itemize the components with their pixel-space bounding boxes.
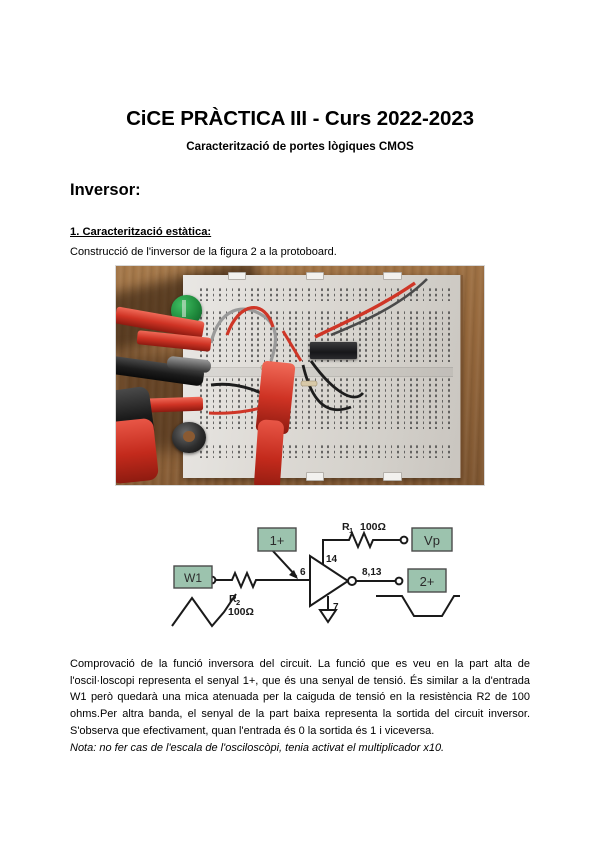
black-jumper-wire-right bbox=[311, 361, 363, 397]
note-paragraph: Nota: no fer cas de l'escala de l'osciloscòpi, tenia activat el multiplicador x10. bbox=[70, 741, 445, 754]
page-title: CiCE PRÀCTICA III - Curs 2022-2023 bbox=[126, 107, 474, 130]
photo-canvas bbox=[115, 265, 485, 486]
terminal-output bbox=[396, 578, 403, 585]
label-r1-value: 100Ω bbox=[360, 521, 386, 533]
red-jumper-wire-top-right bbox=[315, 283, 415, 337]
circuit-diagram-figure-2 bbox=[150, 518, 460, 638]
subsection-body-text: Construcció de l'inversor de la figura 2 a la protoboard. bbox=[70, 245, 337, 258]
red-cable-center-bottom bbox=[253, 419, 284, 486]
label-probe1: 1+ bbox=[269, 533, 285, 548]
breadboard-photo bbox=[115, 265, 485, 486]
black-jumper-wire-loop bbox=[303, 365, 351, 410]
input-waveform-triangular bbox=[172, 594, 236, 626]
label-probe2: 2+ bbox=[419, 574, 435, 589]
resistor-r1-symbol bbox=[345, 533, 379, 547]
label-r2-subscript: 2 bbox=[236, 598, 241, 607]
label-w1: W1 bbox=[184, 571, 202, 585]
label-r2-name: R bbox=[229, 593, 237, 605]
label-r1-subscript: 1 bbox=[349, 526, 354, 535]
label-vp: Vp bbox=[424, 533, 440, 548]
resistor-r2-symbol bbox=[228, 573, 262, 587]
inverter-bubble bbox=[348, 577, 356, 585]
label-pin-gnd: 7 bbox=[333, 602, 339, 613]
label-pin-vdd: 14 bbox=[326, 554, 338, 565]
red-cable-lower-left bbox=[115, 417, 159, 484]
probe1-arrow-head bbox=[289, 570, 298, 579]
conclusion-paragraph: Comprovació de la funció inversora del circuit. La funció que es veu en la part alta de l'oscil·loscopi representa el senyal 1+, que és una senyal de tensió. És similar a la d'entrada W1 però quedarà una mica atenuada per la caiguda de tensió en la resistència R2 de 100 ohms.Per altra banda, el senyal de la part baixa representa la sortida del circuit inversor. S'observa que efectivament, quan l'entrada és 0 la sortida és 1 i viceversa. bbox=[70, 658, 530, 737]
conclusion-text-block bbox=[70, 656, 530, 756]
document-content bbox=[70, 0, 530, 260]
label-r2-value: 100Ω bbox=[228, 606, 254, 618]
red-jumper-wire-to-ic bbox=[283, 331, 301, 361]
black-banana-connector bbox=[172, 422, 205, 453]
label-pin-input: 6 bbox=[300, 567, 306, 578]
label-r1-name: R bbox=[342, 521, 350, 533]
label-pin-output: 8,13 bbox=[362, 567, 382, 578]
circuit-diagram-svg bbox=[150, 518, 460, 638]
resistor-body bbox=[301, 381, 317, 386]
terminal-vp bbox=[401, 537, 408, 544]
output-waveform-pulse bbox=[376, 596, 460, 616]
subsection-heading-static-characterization: 1. Caracterització estàtica: bbox=[70, 226, 212, 239]
grey-jumper-wire bbox=[211, 309, 276, 361]
page-subtitle: Caracterització de portes lògiques CMOS bbox=[186, 139, 414, 153]
section-heading-inversor: Inversor: bbox=[70, 181, 141, 200]
